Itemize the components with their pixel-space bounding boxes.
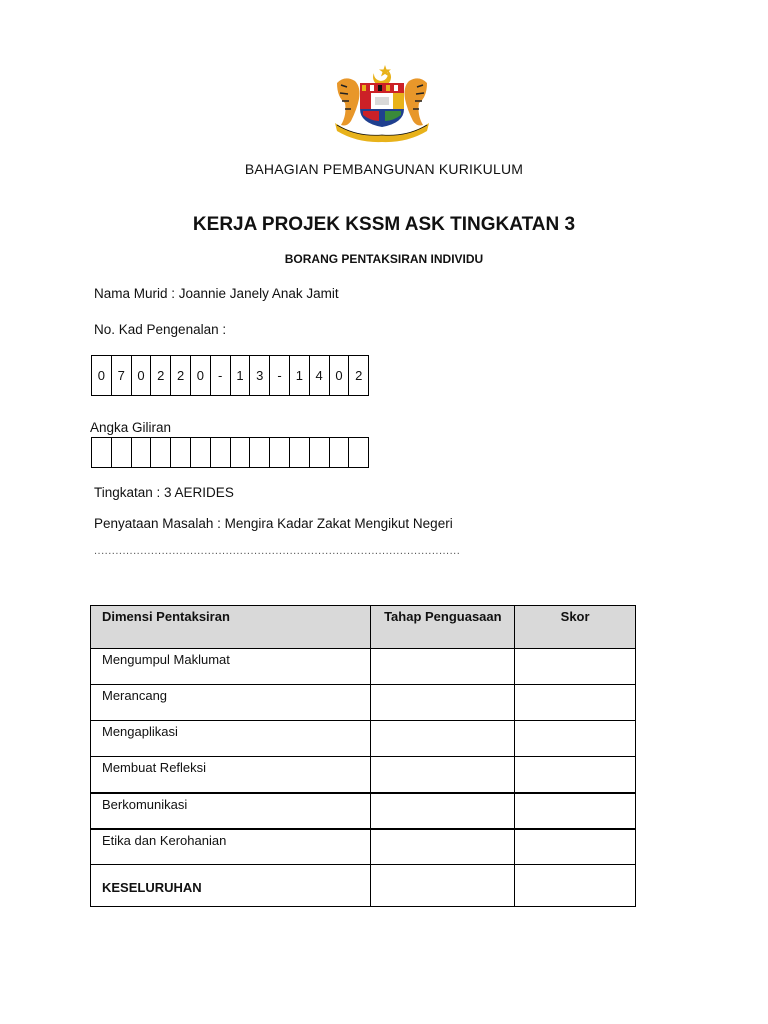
giliran-digit-box[interactable] [210,437,231,468]
skor-cell[interactable] [515,757,636,793]
header-dimensi: Dimensi Pentaksiran [91,606,371,649]
skor-cell[interactable] [515,793,636,829]
angka-giliran-boxes [91,437,369,468]
tahap-cell[interactable] [371,757,515,793]
skor-cell[interactable] [515,649,636,685]
tahap-cell[interactable] [371,793,515,829]
table-header-row [91,606,636,649]
dimensi-cell: Merancang [91,685,371,721]
ic-digit-box[interactable]: 4 [309,355,330,396]
coat-of-arms-icon [327,63,437,143]
dimensi-cell: Mengumpul Maklumat [91,649,371,685]
ic-digit-box[interactable]: 2 [150,355,171,396]
ic-digit-box[interactable]: 3 [249,355,270,396]
giliran-digit-box[interactable] [329,437,350,468]
page-title: KERJA PROJEK KSSM ASK TINGKATAN 3 [192,214,576,235]
table-row [91,757,636,793]
ic-digit-box[interactable]: 2 [348,355,369,396]
giliran-digit-box[interactable] [230,437,251,468]
ic-digit-box[interactable]: 0 [131,355,152,396]
giliran-digit-box[interactable] [111,437,132,468]
dotted-answer-line[interactable]: ....................................................................................................... [94,545,461,557]
tahap-cell[interactable] [371,829,515,865]
ic-digit-box[interactable]: 0 [190,355,211,396]
header-skor: Skor [515,606,636,649]
ic-label: No. Kad Pengenalan : [94,322,227,337]
department-name: BAHAGIAN PEMBANGUNAN KURIKULUM [244,161,524,177]
table-row [91,685,636,721]
skor-cell[interactable] [515,829,636,865]
giliran-digit-box[interactable] [91,437,112,468]
dimensi-cell: Berkomunikasi [91,793,371,829]
table-row [91,793,636,829]
ic-number-boxes [91,355,369,396]
giliran-digit-box[interactable] [348,437,369,468]
header-tahap: Tahap Penguasaan [371,606,515,649]
angka-giliran-label: Angka Giliran [90,420,172,435]
skor-cell[interactable] [515,721,636,757]
table-row [91,721,636,757]
skor-cell[interactable] [515,685,636,721]
ic-digit-box[interactable]: - [269,355,290,396]
giliran-digit-box[interactable] [131,437,152,468]
ic-digit-box[interactable]: 0 [91,355,112,396]
giliran-digit-box[interactable] [190,437,211,468]
ic-digit-box[interactable]: 7 [111,355,132,396]
table-row [91,829,636,865]
giliran-digit-box[interactable] [309,437,330,468]
ic-digit-box[interactable]: 1 [289,355,310,396]
ic-digit-box[interactable]: 1 [230,355,251,396]
ic-digit-box[interactable]: - [210,355,231,396]
ic-digit-box[interactable]: 2 [170,355,191,396]
tahap-cell[interactable] [371,685,515,721]
giliran-digit-box[interactable] [289,437,310,468]
dimensi-cell: Membuat Refleksi [91,757,371,793]
student-name-field: Nama Murid : Joannie Janely Anak Jamit [94,286,339,301]
total-skor-cell[interactable] [515,865,636,907]
total-tahap-cell[interactable] [371,865,515,907]
ic-digit-box[interactable]: 0 [329,355,350,396]
giliran-digit-box[interactable] [249,437,270,468]
assessment-table [90,605,636,907]
giliran-digit-box[interactable] [170,437,191,468]
form-subtitle: BORANG PENTAKSIRAN INDIVIDU [284,252,484,266]
tingkatan-field: Tingkatan : 3 AERIDES [94,485,234,500]
table-row [91,649,636,685]
table-total-row [91,865,636,907]
tahap-cell[interactable] [371,721,515,757]
giliran-digit-box[interactable] [269,437,290,468]
dimensi-cell: Etika dan Kerohanian [91,829,371,865]
problem-statement-field: Penyataan Masalah : Mengira Kadar Zakat Mengikut Negeri [94,516,453,531]
giliran-digit-box[interactable] [150,437,171,468]
tahap-cell[interactable] [371,649,515,685]
dimensi-cell: Mengaplikasi [91,721,371,757]
total-label: KESELURUHAN [91,865,371,907]
